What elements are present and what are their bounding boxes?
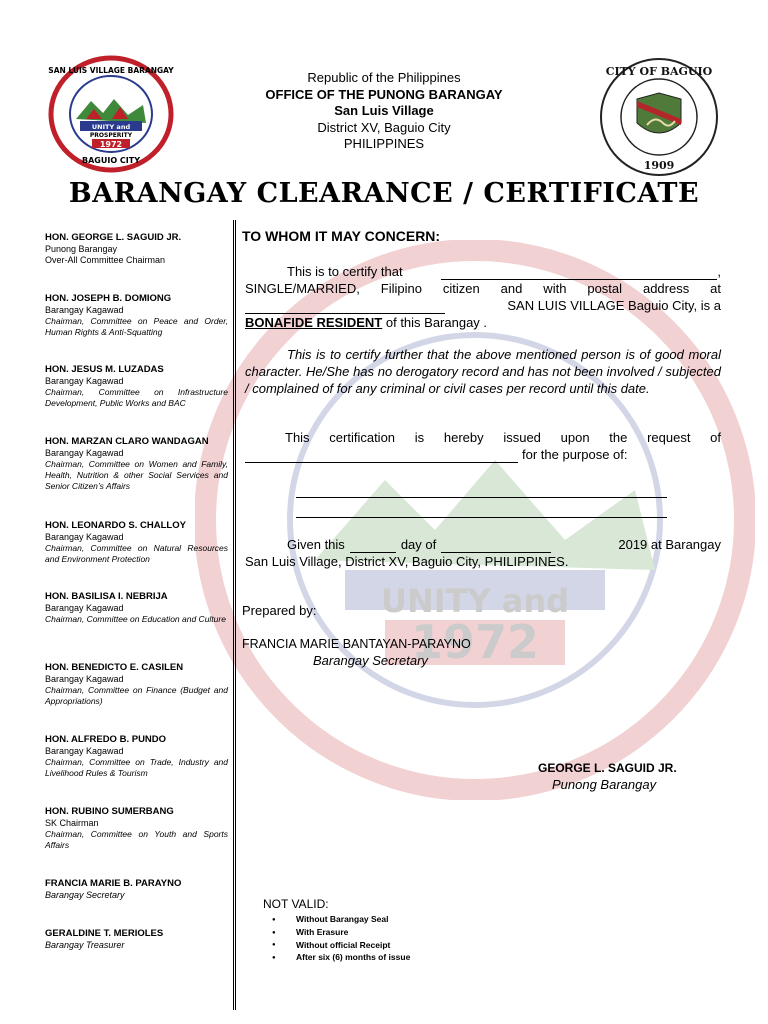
official-entry <box>45 232 228 266</box>
official-committee: Chairman, Committee on Women and Family, Health, Nutrition & other Social Services and Senior Citizen’s Affairs <box>45 459 228 491</box>
official-position: Barangay Secretary <box>45 890 125 900</box>
barangay-tail: of this Barangay . <box>385 315 488 330</box>
salutation: TO WHOM IT MAY CONCERN: <box>242 228 441 244</box>
given-intro: Given this <box>287 537 345 552</box>
name-blank[interactable] <box>441 266 718 280</box>
address-tail: SAN LUIS VILLAGE Baguio City, is a <box>507 298 721 313</box>
official-name: HON. RUBINO SUMERBANG <box>45 806 174 817</box>
official-position: Barangay Kagawad <box>45 603 124 613</box>
given-location: San Luis Village, District XV, Baguio City, PHILIPPINES. <box>245 554 569 569</box>
purpose-label: for the purpose of: <box>522 447 628 462</box>
civil-status-line: SINGLE/MARRIED, Filipino citizen and with postal address at <box>245 281 721 296</box>
official-position: Barangay Kagawad <box>45 376 124 386</box>
preparer-title: Barangay Secretary <box>313 653 428 668</box>
header-republic: Republic of the Philippines <box>307 70 461 85</box>
day-of-label: day of <box>400 537 437 552</box>
header-district: District XV, Baguio City <box>317 119 451 135</box>
not-valid-heading: NOT VALID: <box>263 897 329 911</box>
official-committee: Over-All Committee Chairman <box>45 255 166 265</box>
official-entry <box>45 436 228 492</box>
official-position: SK Chairman <box>45 818 99 828</box>
official-entry <box>45 591 228 625</box>
official-entry <box>45 878 228 901</box>
official-entry <box>45 806 228 851</box>
document-title: BARANGAY CLEARANCE / CERTIFICATE <box>68 178 700 209</box>
official-committee: Chairman, Committee on Natural Resources and Environment Protection <box>45 543 228 564</box>
official-committee: Chairman, Committee on Infrastructure Development, Public Works and BAC <box>45 387 228 408</box>
not-valid-item: ● With Erasure <box>270 926 410 939</box>
day-blank[interactable] <box>350 539 396 553</box>
seal-ring-top: SAN LUIS VILLAGE BARANGAY <box>48 66 174 75</box>
not-valid-item: ● Without official Receipt <box>270 939 410 952</box>
header-country: PHILIPPINES <box>343 136 425 151</box>
official-name: FRANCIA MARIE B. PARAYNO <box>45 878 182 889</box>
watermark-motto: UNITY and <box>380 582 570 620</box>
official-name: HON. BENEDICTO E. CASILEN <box>45 662 184 673</box>
letterhead <box>200 70 568 153</box>
request-intro: This certification is hereby issued upon the request of <box>285 430 721 445</box>
city-seal-ring-top: CITY OF BAGUIO <box>605 65 713 78</box>
not-valid-item: ● Without Barangay Seal <box>270 913 410 926</box>
official-committee: Chairman, Committee on Trade, Industry and Livelihood Rules & Tourism <box>45 757 228 778</box>
official-name: HON. JOSEPH B. DOMIONG <box>45 293 172 304</box>
address-blank[interactable] <box>245 300 445 314</box>
seal-motto-2: PROSPERITY <box>89 132 133 139</box>
month-blank[interactable] <box>441 539 551 553</box>
signatory-title: Punong Barangay <box>552 777 657 792</box>
official-entry <box>45 734 228 779</box>
given-paragraph <box>245 536 721 570</box>
official-position: Barangay Kagawad <box>45 532 124 542</box>
requester-blank[interactable] <box>245 449 518 463</box>
official-name: HON. MARZAN CLARO WANDAGAN <box>45 436 209 447</box>
official-committee: Chairman, Committee on Finance (Budget and Appropriations) <box>45 685 228 706</box>
city-of-baguio-seal-logo <box>597 57 721 177</box>
official-entry <box>45 293 228 338</box>
barangay-seal-logo <box>48 55 174 173</box>
official-position: Barangay Kagawad <box>45 448 124 458</box>
official-entry <box>45 928 228 951</box>
purpose-line-2[interactable] <box>296 517 667 518</box>
official-position: Barangay Kagawad <box>45 674 124 684</box>
official-position: Punong Barangay <box>45 244 118 254</box>
official-name: HON. ALFREDO B. PUNDO <box>45 734 167 745</box>
moral-character-paragraph: This is to certify further that the above mentioned person is of good moral character. He/She has no derogatory record and has not been involved / subjected / complained of for any criminal or civil cases per record until this date. <box>245 347 721 396</box>
official-position: Barangay Kagawad <box>45 746 124 756</box>
seal-ring-bottom: BAGUIO CITY <box>81 156 141 165</box>
official-position: Barangay Kagawad <box>45 305 124 315</box>
request-paragraph <box>245 429 721 463</box>
year-location: 2019 at Barangay <box>618 537 721 552</box>
certify-intro: This is to certify that <box>287 264 403 279</box>
header-barangay: San Luis Village <box>334 103 434 118</box>
certify-paragraph: This is to certify that , SINGLE/MARRIED, Filipino citizen and with postal address at SAN LUIS VILLAGE Baguio City, is a BONAFIDE RESIDENT of this Barangay . <box>245 264 721 330</box>
not-valid-list <box>270 913 410 964</box>
city-seal-year: 1909 <box>643 159 675 172</box>
signatory-name: GEORGE L. SAGUID JR. <box>538 761 677 775</box>
prepared-by-label: Prepared by: <box>242 603 317 618</box>
official-name: GERALDINE T. MERIOLES <box>45 928 164 939</box>
not-valid-item: ● After six (6) months of issue <box>270 951 410 964</box>
seal-motto-1: UNITY and <box>91 123 131 131</box>
header-office: OFFICE OF THE PUNONG BARANGAY <box>265 86 503 102</box>
watermark-year: 1972 <box>410 615 540 669</box>
official-name: HON. JESUS M. LUZADAS <box>45 364 164 375</box>
official-committee: Chairman, Committee on Education and Culture <box>45 614 226 624</box>
official-entry <box>45 364 228 409</box>
seal-year: 1972 <box>99 140 123 149</box>
official-entry <box>45 520 228 565</box>
official-name: HON. GEORGE L. SAGUID JR. <box>45 232 182 243</box>
column-divider <box>233 220 236 1010</box>
official-name: HON. LEONARDO S. CHALLOY <box>45 520 186 531</box>
bonafide-resident-label: BONAFIDE RESIDENT <box>245 315 383 330</box>
official-committee: Chairman, Committee on Peace and Order, Human Rights & Anti-Squatting <box>45 316 228 337</box>
purpose-line-1[interactable] <box>296 497 667 498</box>
official-position: Barangay Treasurer <box>45 940 125 950</box>
official-entry <box>45 662 228 707</box>
official-name: HON. BASILISA I. NEBRIJA <box>45 591 168 602</box>
official-committee: Chairman, Committee on Youth and Sports Affairs <box>45 829 228 850</box>
preparer-name: FRANCIA MARIE BANTAYAN-PARAYNO <box>242 637 471 651</box>
